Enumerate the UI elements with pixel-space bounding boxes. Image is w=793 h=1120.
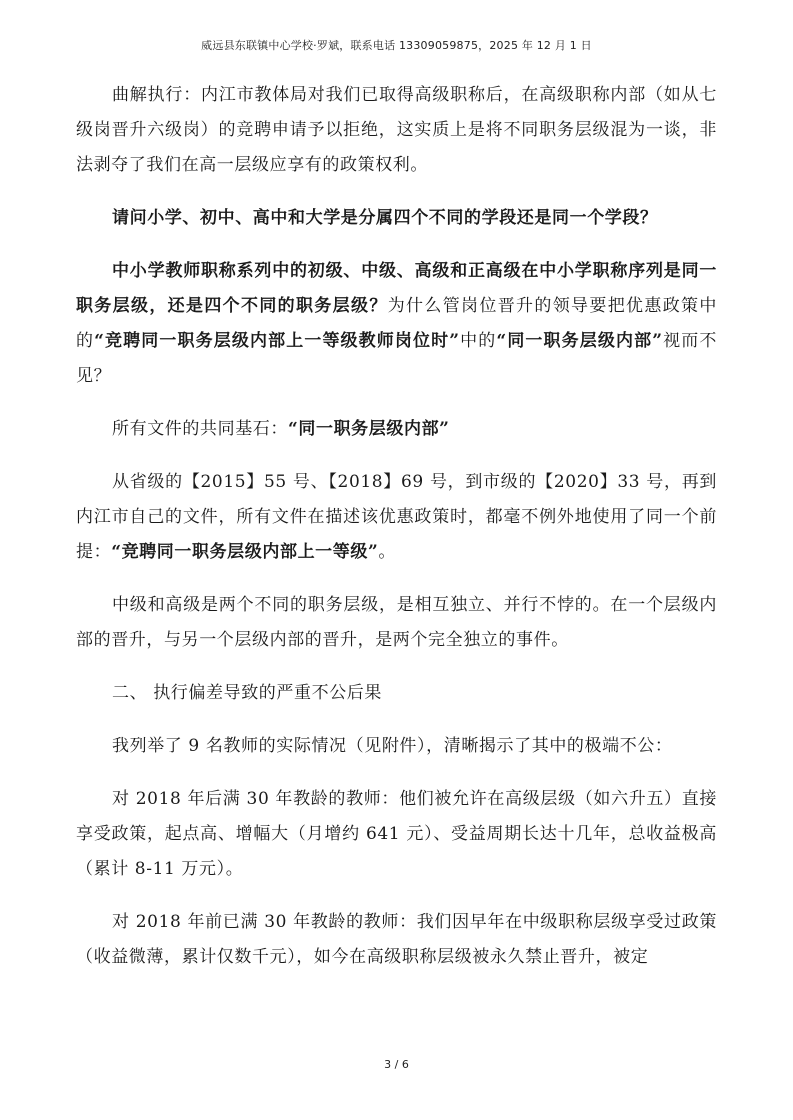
text-run: 所有文件的共同基石： (112, 419, 288, 439)
paragraph (76, 729, 717, 764)
text-run: 对 2018 年前已满 30 年教龄的教师：我们因早年在中级职称层级享受过政策（收益微薄，累计仅数千元），如今在高级职称层级被永久禁止晋升，被定 (76, 912, 717, 967)
section-heading (76, 676, 717, 711)
text-run: 对 2018 年后满 30 年教龄的教师：他们被允许在高级层级（如六升五）直接享受政策，起点高、增幅大（月增约 641 元）、受益周期长达十几年，总收益极高（累计 8-11 万元）。 (76, 789, 717, 879)
paragraph (76, 465, 717, 570)
text-run: 视而不见？ (76, 331, 718, 386)
text-run: 曲解执行：内江市教体局对我们已取得高级职称后，在高级职称内部（如从七级岗晋升六级岗）的竞聘申请予以拒绝，这实质上是将不同职务层级混为一谈，非法剥夺了我们在高一层级应享有的政策权利。 (76, 85, 717, 175)
document-body (76, 78, 717, 975)
paragraph (76, 782, 717, 887)
bold-text-run: “同一职务层级内部” (288, 419, 450, 439)
page-header: 威远县东联镇中心学校·罗斌，联系电话 13309059875，2025 年 12 月 1 日 (201, 39, 592, 52)
paragraph (76, 905, 717, 975)
paragraph (76, 254, 717, 394)
text-run: 中的 (459, 331, 497, 351)
bold-text-run: “竞聘同一职务层级内部上一等级” (111, 542, 379, 562)
text-run: 二、 执行偏差导致的严重不公后果 (112, 683, 383, 703)
paragraph (76, 78, 717, 183)
text-run: 我列举了 9 名教师的实际情况（见附件），清晰揭示了其中的极端不公： (112, 736, 673, 756)
paragraph (76, 412, 717, 447)
page-number: 3 / 6 (384, 1058, 409, 1071)
text-run: 为什么管岗位晋升的领导要把优惠政策中的 (76, 296, 717, 351)
bold-text-run: 请问小学、初中、高中和大学是分属四个不同的学段还是同一个学段？ (112, 208, 658, 228)
bold-text-run: “竞聘同一职务层级内部上一等级教师岗位时” (94, 331, 460, 351)
bold-text-run: “同一职务层级内部” (496, 331, 663, 351)
bold-text-run: 中小学教师职称系列中的初级、中级、高级和正高级在中小学职称序列是同一职务层级，还是四个不同的职务层级？ (76, 261, 717, 316)
paragraph (76, 588, 717, 658)
text-run: 中级和高级是两个不同的职务层级，是相互独立、并行不悖的。在一个层级内部的晋升，与另一个层级内部的晋升，是两个完全独立的事件。 (76, 595, 717, 650)
text-run: 从省级的【2015】55 号、【2018】69 号，到市级的【2020】33 号，再到内江市自己的文件，所有文件在描述该优惠政策时，都毫不例外地使用了同一个前提： (76, 472, 717, 562)
paragraph (76, 201, 717, 236)
text-run: 。 (378, 542, 396, 562)
